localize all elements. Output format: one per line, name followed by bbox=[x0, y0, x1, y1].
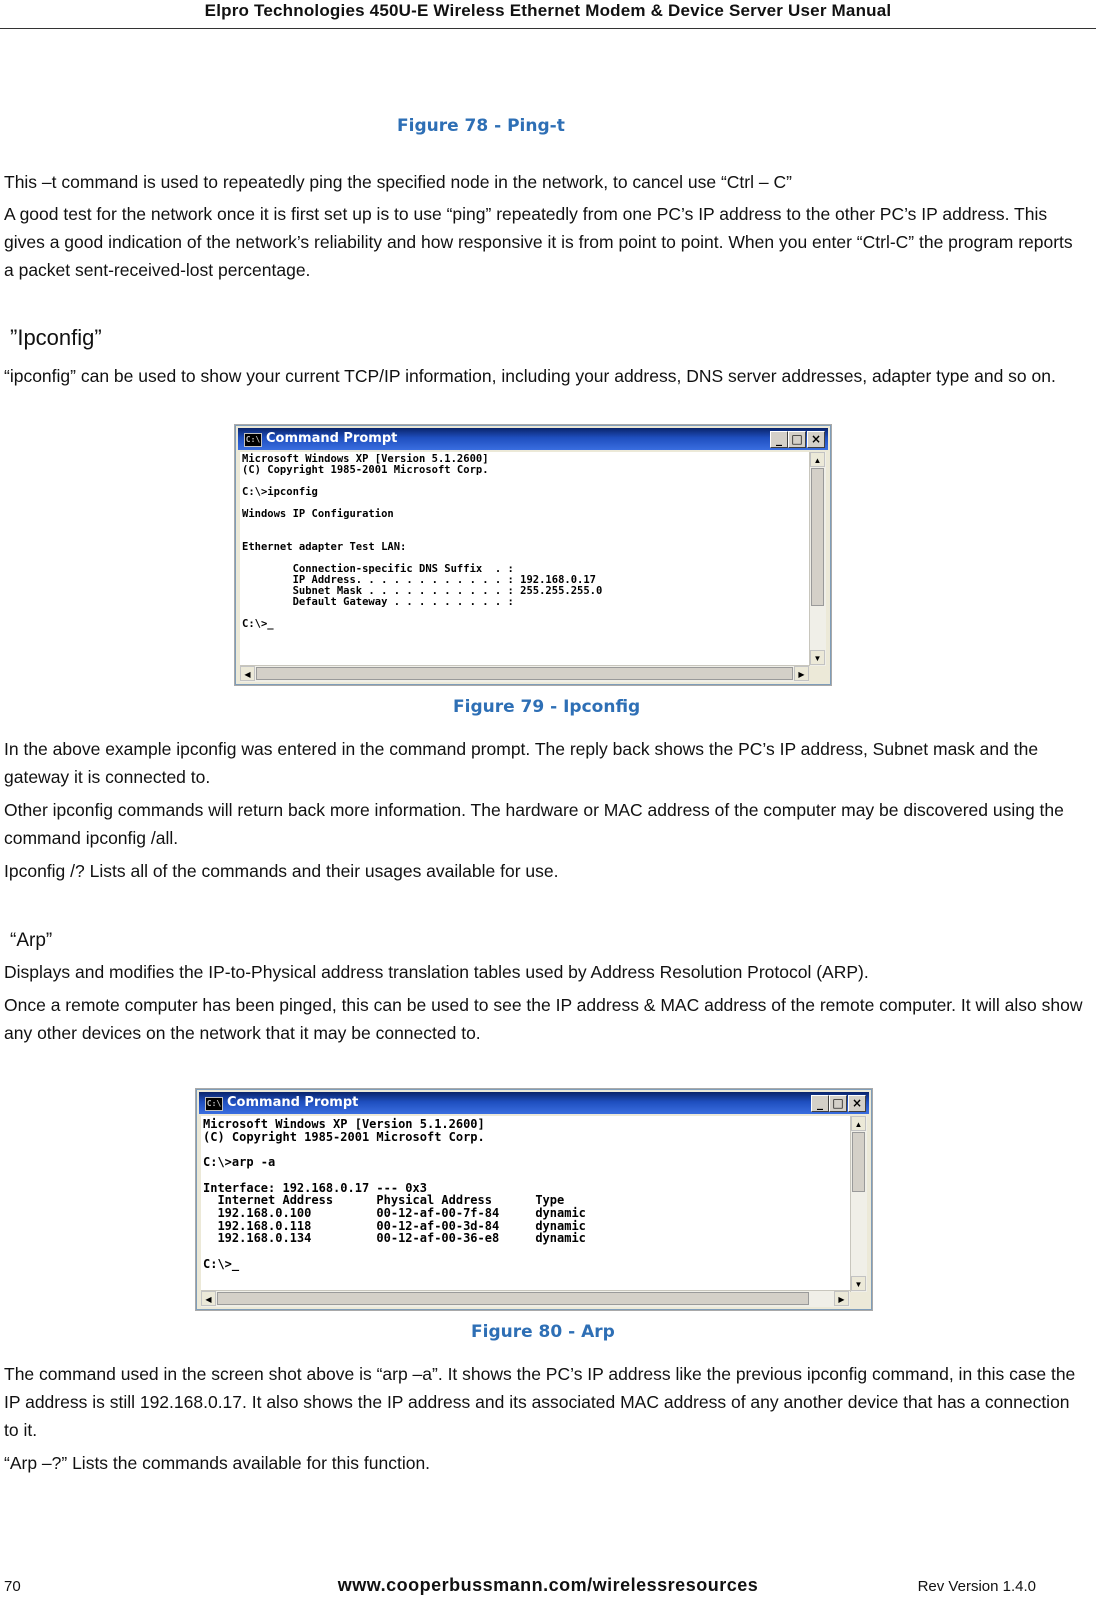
arp-command-window bbox=[196, 1089, 872, 1310]
scroll-right-icon[interactable]: ▶ bbox=[794, 666, 809, 681]
vertical-scrollbar[interactable] bbox=[850, 1116, 867, 1292]
close-button[interactable]: × bbox=[807, 431, 825, 448]
revision-label: Rev Version 1.4.0 bbox=[917, 1578, 1036, 1595]
scroll-left-icon[interactable]: ◀ bbox=[240, 666, 255, 681]
ipconfig-intro: “ipconfig” can be used to show your current TCP/IP information, including your address, DNS server addresses, adapter type and so on. bbox=[4, 366, 1056, 386]
arp-window-titlebar[interactable] bbox=[199, 1092, 869, 1114]
window-title: Command Prompt bbox=[266, 431, 398, 446]
ipconfig-after-2: Other ipconfig commands will return back more information. The hardware or MAC address of the computer may be discovered using the command ipconfig /all. bbox=[4, 800, 1064, 848]
ipconfig-after-1: In the above example ipconfig was entered in the command prompt. The reply back shows the PC’s IP address, Subnet mask and the gateway it is connected to. bbox=[4, 739, 1039, 787]
vertical-scrollbar[interactable] bbox=[809, 452, 826, 666]
arp-intro-2: Once a remote computer has been pinged, this can be used to see the IP address & MAC address of the remote computer. It will also show any other devices on the network that it may be connected to. bbox=[4, 995, 1083, 1043]
horizontal-scrollbar[interactable] bbox=[201, 1290, 850, 1307]
ipconfig-after-3: Ipconfig /? Lists all of the commands and their usages available for use. bbox=[4, 861, 559, 881]
page-number: 70 bbox=[4, 1578, 21, 1595]
ipconfig-heading: ”Ipconfig” bbox=[10, 325, 102, 350]
horizontal-scroll-thumb[interactable] bbox=[256, 667, 793, 680]
arp-heading: “Arp” bbox=[10, 930, 53, 951]
footer-url[interactable]: www.cooperbussmann.com/wirelessresources bbox=[337, 1575, 759, 1595]
minimize-button[interactable]: _ bbox=[811, 1095, 829, 1112]
minimize-button[interactable]: _ bbox=[770, 431, 788, 448]
arp-intro-1: Displays and modifies the IP-to-Physical address translation tables used by Address Resolution Protocol (ARP). bbox=[4, 962, 869, 982]
figure-80-caption: Figure 80 - Arp bbox=[471, 1322, 615, 1342]
ipconfig-window-titlebar[interactable] bbox=[238, 428, 828, 450]
maximize-button[interactable]: □ bbox=[788, 431, 806, 448]
cmd-icon: C:\ bbox=[244, 433, 262, 447]
scroll-down-icon[interactable]: ▼ bbox=[851, 1276, 866, 1291]
horizontal-scroll-thumb[interactable] bbox=[217, 1292, 809, 1305]
maximize-button[interactable]: □ bbox=[829, 1095, 847, 1112]
arp-after-1: The command used in the screen shot above is “arp –a”. It shows the PC’s IP address like the previous ipconfig command, in this case the IP address is still 192.168.0.17. It also shows the IP address and its associated MAC address of any another device that has a connection to it. bbox=[4, 1364, 1076, 1440]
cmd-icon: C:\ bbox=[205, 1097, 223, 1111]
figure-78-caption: Figure 78 - Ping-t bbox=[397, 116, 565, 136]
page-header: Elpro Technologies 450U-E Wireless Ethernet Modem & Device Server User Manual bbox=[0, 0, 1096, 29]
figure-79-caption: Figure 79 - Ipconfig bbox=[453, 697, 641, 717]
scroll-down-icon[interactable]: ▼ bbox=[810, 650, 825, 665]
window-title: Command Prompt bbox=[227, 1095, 359, 1110]
close-button[interactable]: × bbox=[848, 1095, 866, 1112]
ipconfig-command-window bbox=[235, 425, 831, 685]
console-output[interactable]: Microsoft Windows XP [Version 5.1.2600] (C) Copyright 1985-2001 Microsoft Corp. C:\>arp -a Interface: 192.168.0.17 --- 0x3 Internet Address Physical Address Type 192.168.0.100 00-12-af-00-7f-84 dynamic 192.168.0.118 00-12-af-00-3d-84 dynamic 192.168.0.134 00-12-af-00-36-e8 dynamic C:\>_ bbox=[201, 1116, 850, 1292]
ping-paragraph-1: This –t command is used to repeatedly ping the specified node in the network, to cancel use “Ctrl – C” bbox=[4, 172, 792, 192]
scroll-up-icon[interactable]: ▲ bbox=[851, 1116, 866, 1131]
scroll-up-icon[interactable]: ▲ bbox=[810, 452, 825, 467]
horizontal-scrollbar[interactable] bbox=[240, 665, 809, 682]
scroll-right-icon[interactable]: ▶ bbox=[834, 1291, 849, 1306]
scroll-thumb[interactable] bbox=[811, 468, 824, 606]
arp-after-2: “Arp –?” Lists the commands available for this function. bbox=[4, 1453, 431, 1473]
scroll-thumb[interactable] bbox=[852, 1132, 865, 1192]
console-output[interactable]: Microsoft Windows XP [Version 5.1.2600] (C) Copyright 1985-2001 Microsoft Corp. C:\>ipconfig Windows IP Configuration Ethernet adapter Test LAN: Connection-specific DNS Suffix . : IP Address. . . . . . . . . . . . : 192.168.0.17 Subnet Mask . . . . . . . . . . . : 255.255.255.0 Default Gateway . . . . . . . . . : C:\>_ bbox=[240, 452, 809, 666]
ping-paragraph-2: A good test for the network once it is first set up is to use “ping” repeatedly from one PC’s IP address to the other PC’s IP address. This gives a good indication of the network’s reliability and how responsive it is from point to point. When you enter “Ctrl-C” the program reports a packet sent-received-lost percentage. bbox=[4, 204, 1073, 280]
scroll-left-icon[interactable]: ◀ bbox=[201, 1291, 216, 1306]
